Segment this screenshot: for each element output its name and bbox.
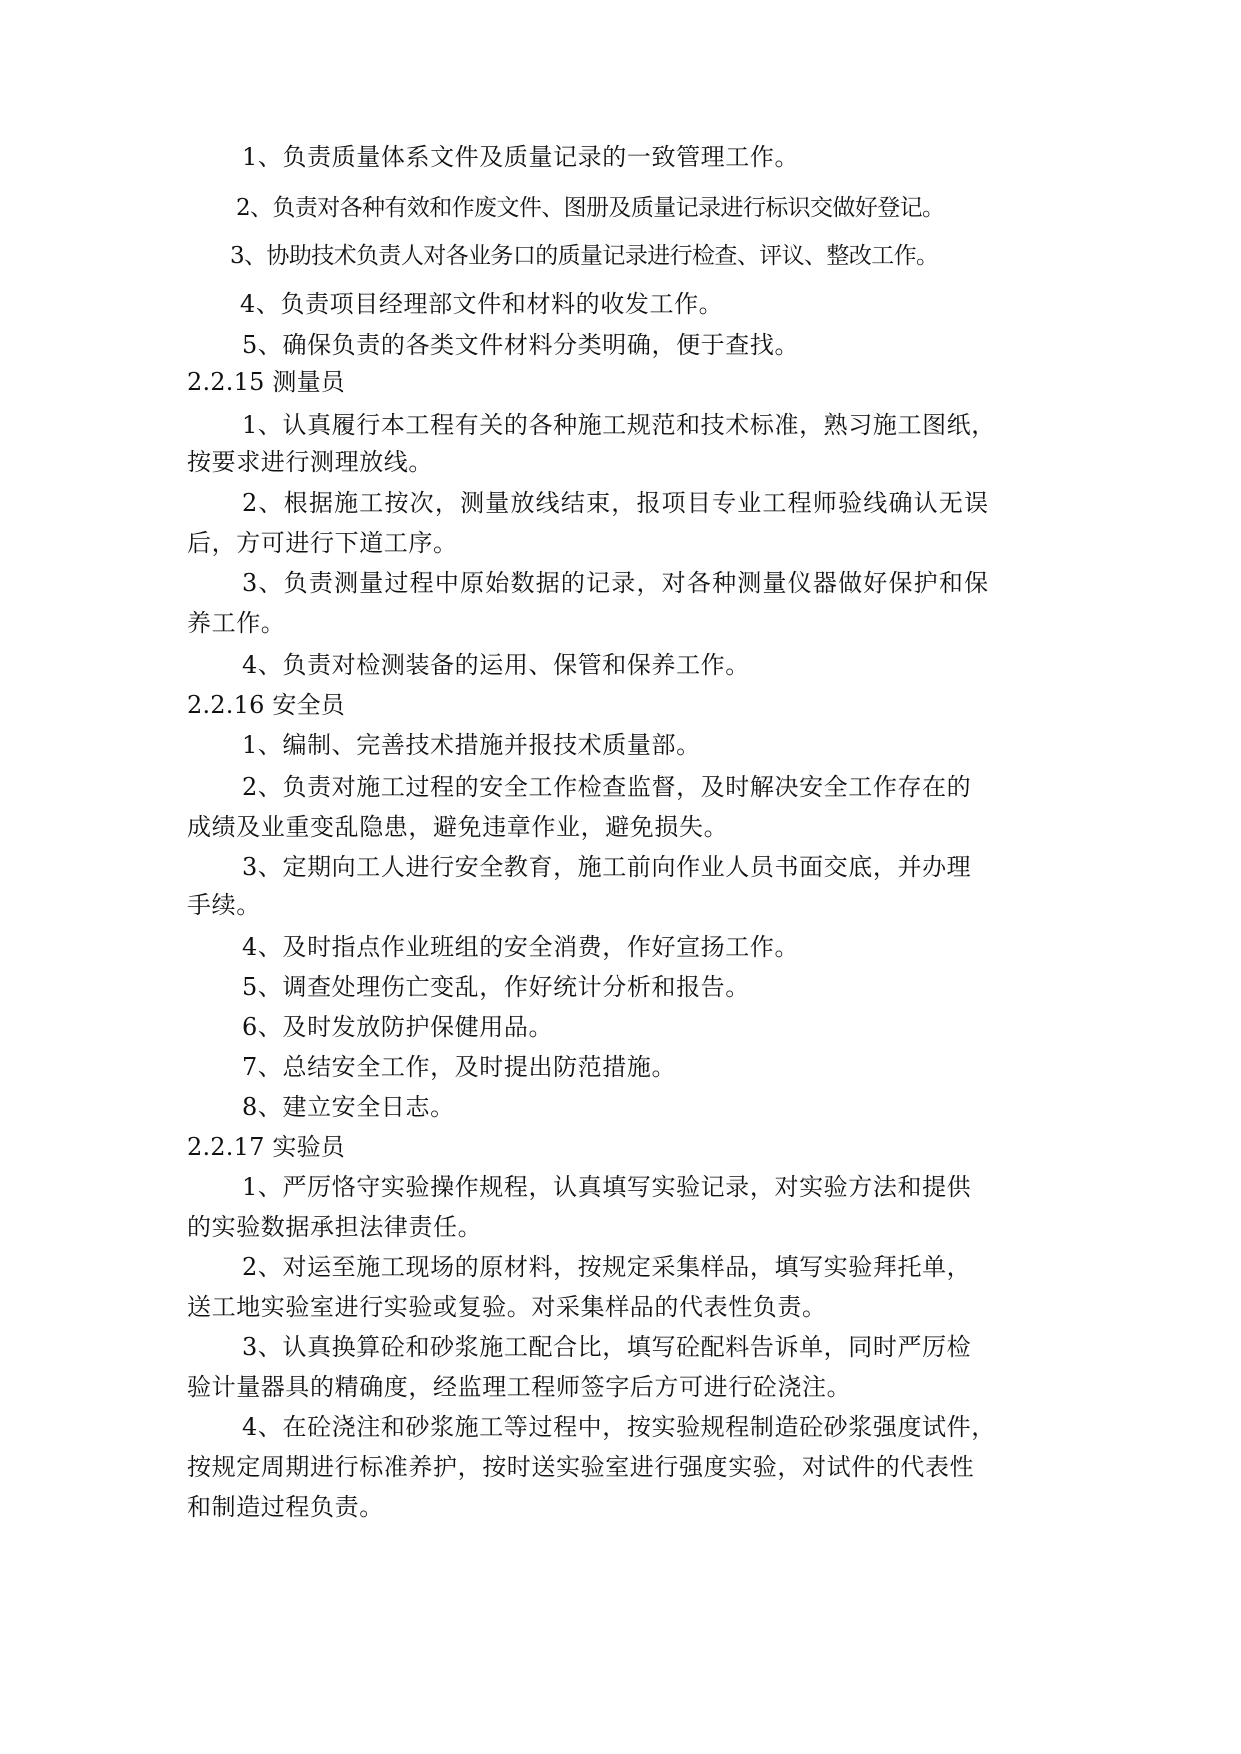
text-line: 1、编制、完善技术措施并报技术质量部。	[242, 731, 701, 759]
text-line: 8、建立安全日志。	[242, 1093, 455, 1121]
text-line: 5、调查处理伤亡变乱，作好统计分析和报告。	[242, 973, 750, 1001]
text-line: 后，方可进行下道工序。	[187, 529, 458, 557]
text-line: 2、对运至施工现场的原材料，按规定采集样品，填写实验拜托单，	[242, 1253, 972, 1281]
text-line: 4、负责项目经理部文件和材料的收发工作。	[240, 290, 724, 318]
text-line: 验计量器具的精确度，经监理工程师签字后方可进行砼浇注。	[187, 1373, 852, 1401]
text-line: 3、协助技术负责人对各业务口的质量记录进行检查、评议、整改工作。	[230, 243, 939, 269]
text-line: 3、定期向工人进行安全教育，施工前向作业人员书面交底，并办理	[242, 853, 972, 881]
text-line: 送工地实验室进行实验或复验。对采集样品的代表性负责。	[187, 1293, 827, 1321]
text-line: 4、负责对检测装备的运用、保管和保养工作。	[242, 651, 750, 679]
text-line: 6、及时发放防护保健用品。	[242, 1013, 554, 1041]
text-line: 4、及时指点作业班组的安全消费，作好宣扬工作。	[242, 933, 800, 961]
text-line: 和制造过程负责。	[187, 1493, 384, 1521]
section-heading: 2.2.15 测量员	[187, 368, 345, 396]
text-line: 1、严厉恪守实验操作规程，认真填写实验记录，对实验方法和提供	[242, 1173, 972, 1201]
text-line: 5、确保负责的各类文件材料分类明确，便于查找。	[242, 331, 800, 359]
text-line: 成绩及业重变乱隐患，避免违章作业，避免损失。	[187, 813, 729, 841]
text-line: 7、总结安全工作，及时提出防范措施。	[242, 1053, 677, 1081]
text-line: 4、在砼浇注和砂浆施工等过程中，按实验规程制造砼砂浆强度试件，	[242, 1413, 996, 1441]
text-line: 2、根据施工按次，测量放线结束，报项目专业工程师验线确认无误	[242, 489, 990, 517]
text-line: 2、负责对施工过程的安全工作检查监督，及时解决安全工作存在的	[242, 773, 972, 801]
text-line: 养工作。	[187, 609, 286, 637]
text-line: 3、认真换算砼和砂浆施工配合比，填写砼配料告诉单，同时严厉检	[242, 1333, 972, 1361]
text-line: 按规定周期进行标准养护，按时送实验室进行强度实验，对试件的代表性	[187, 1453, 975, 1481]
text-line: 按要求进行测理放线。	[187, 448, 433, 476]
text-line: 2、负责对各种有效和作废文件、图册及质量记录进行标识交做好登记。	[236, 195, 945, 221]
text-line: 手续。	[187, 891, 261, 919]
text-line: 1、负责质量体系文件及质量记录的一致管理工作。	[242, 143, 800, 171]
section-heading: 2.2.16 安全员	[187, 691, 345, 719]
section-heading: 2.2.17 实验员	[187, 1133, 345, 1161]
text-line: 的实验数据承担法律责任。	[187, 1213, 483, 1241]
text-line: 1、认真履行本工程有关的各种施工规范和技术标准，熟习施工图纸，	[242, 411, 996, 439]
text-line: 3、负责测量过程中原始数据的记录，对各种测量仪器做好保护和保	[242, 569, 990, 597]
